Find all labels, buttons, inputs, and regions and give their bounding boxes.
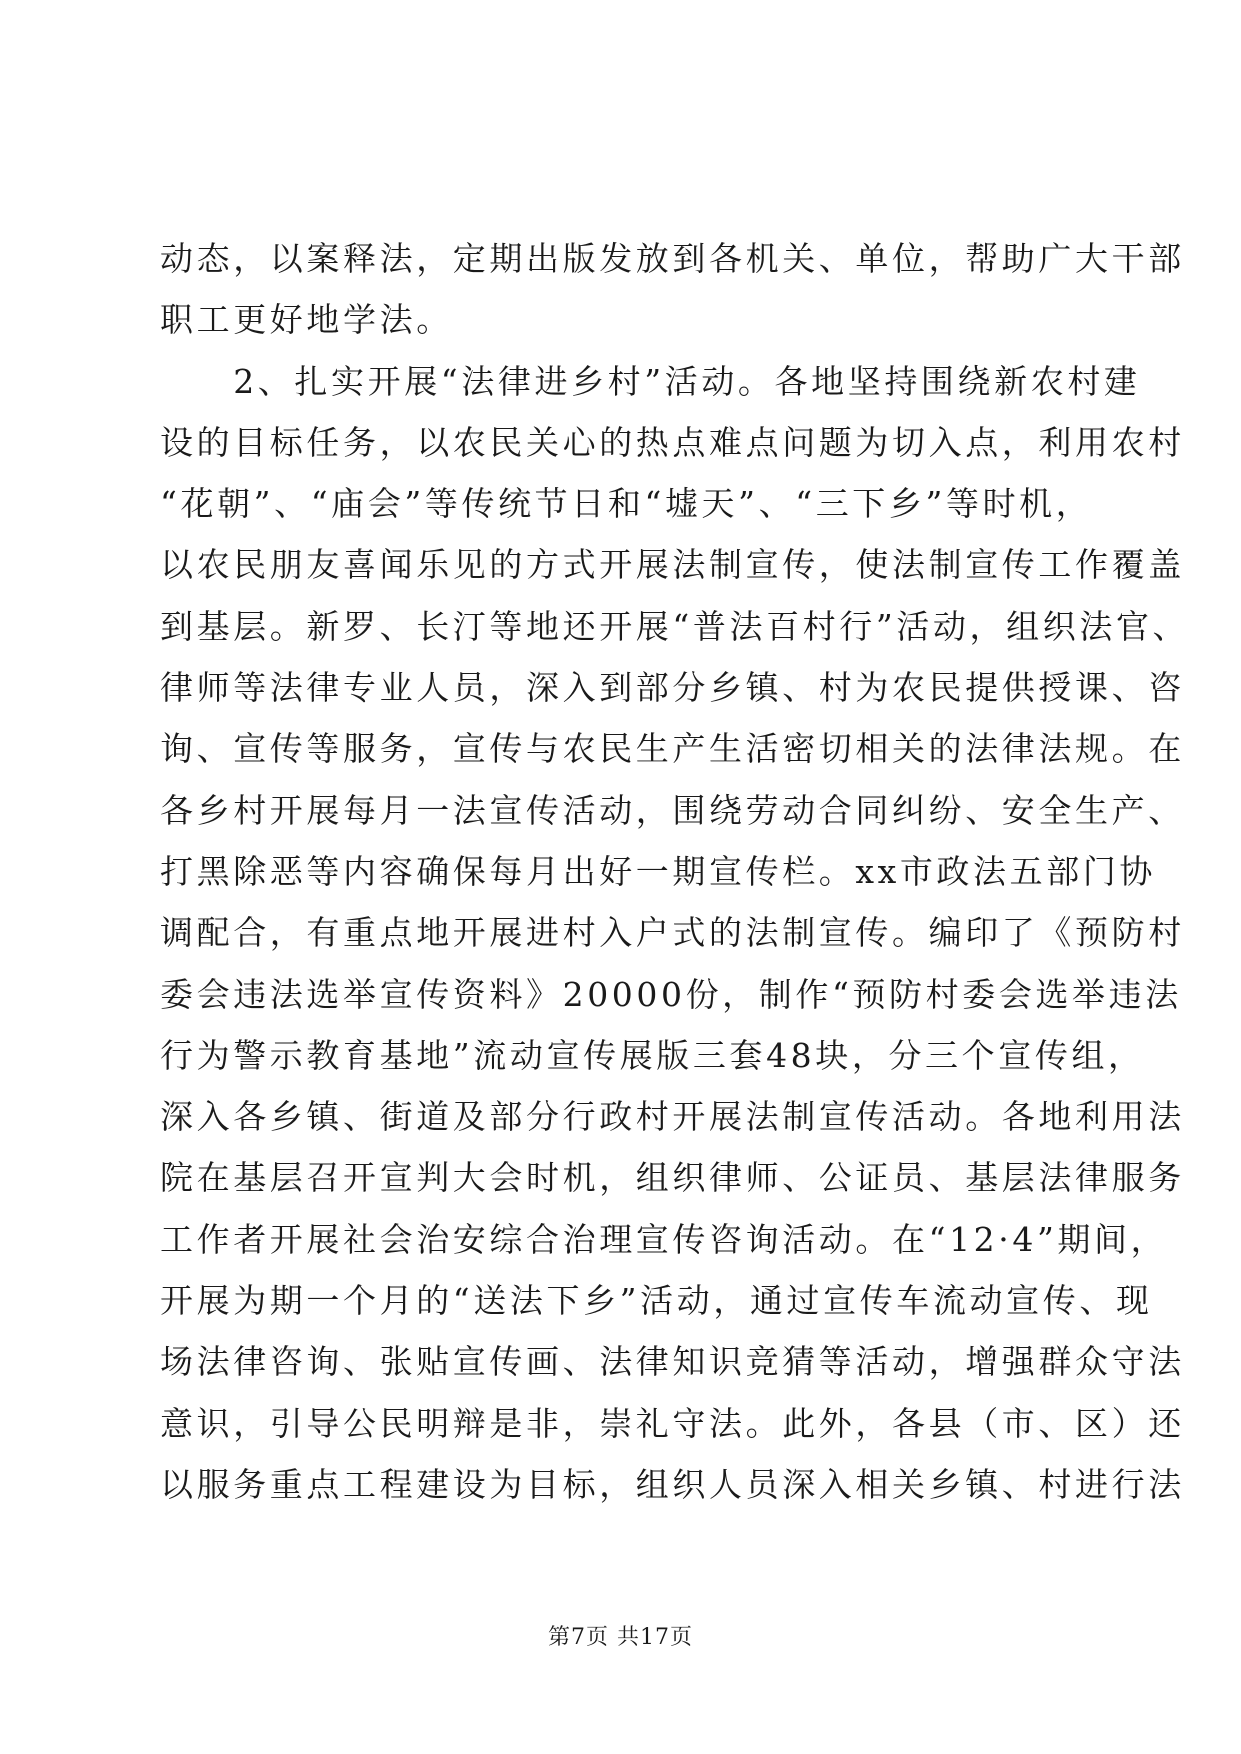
text-line: 各乡村开展每月一法宣传活动，围绕劳动合同纠纷、安全生产、: [160, 790, 1185, 830]
text-line: 调配合，有重点地开展进村入户式的法制宣传。编印了《预防村: [160, 913, 1185, 953]
text-line: 行为警示教育基地”流动宣传展版三套48块，分三个宣传组，: [160, 1035, 1145, 1075]
page-number-footer: 第7页 共17页: [548, 1625, 693, 1650]
text-line: 打黑除恶等内容确保每月出好一期宣传栏。xx市政法五部门协: [160, 851, 1157, 891]
text-line: 律师等法律专业人员，深入到部分乡镇、村为农民提供授课、咨: [160, 668, 1185, 708]
text-line: 开展为期一个月的“送法下乡”活动，通过宣传车流动宣传、现: [160, 1281, 1153, 1321]
text-line: 设的目标任务，以农民关心的热点难点问题为切入点，利用农村: [160, 422, 1185, 462]
text-line: 工作者开展社会治安综合治理宣传咨询活动。在“12·4”期间，: [160, 1219, 1168, 1259]
text-line: 意识，引导公民明辩是非，崇礼守法。此外，各县（市、区）还: [160, 1403, 1185, 1443]
text-line: 以服务重点工程建设为目标，组织人员深入相关乡镇、村进行法: [160, 1464, 1185, 1504]
text-line: 深入各乡镇、街道及部分行政村开展法制宣传活动。各地利用法: [160, 1097, 1185, 1137]
text-line: 场法律咨询、张贴宣传画、法律知识竞猜等活动，增强群众守法: [160, 1342, 1185, 1382]
text-line: 动态，以案释法，定期出版发放到各机关、单位，帮助广大干部: [160, 239, 1185, 278]
text-line: 2、扎实开展“法律进乡村”活动。各地坚持围绕新农村建: [160, 361, 1141, 401]
text-line: 以农民朋友喜闻乐见的方式开展法制宣传，使法制宣传工作覆盖: [160, 545, 1185, 585]
text-line: 委会违法选举宣传资料》20000份，制作“预防村委会选举违法: [160, 974, 1182, 1014]
text-line: 到基层。新罗、长汀等地还开展“普法百村行”活动，组织法官、: [160, 606, 1190, 646]
text-line: 职工更好地学法。: [160, 300, 453, 340]
text-line: 院在基层召开宣判大会时机，组织律师、公证员、基层法律服务: [160, 1158, 1185, 1198]
text-line: 询、宣传等服务，宣传与农民生产生活密切相关的法律法规。在: [160, 729, 1185, 769]
body-text: [160, 228, 1190, 1515]
text-line: “花朝”、“庙会”等传统节日和“墟天”、“三下乡”等时机，: [160, 484, 1093, 524]
